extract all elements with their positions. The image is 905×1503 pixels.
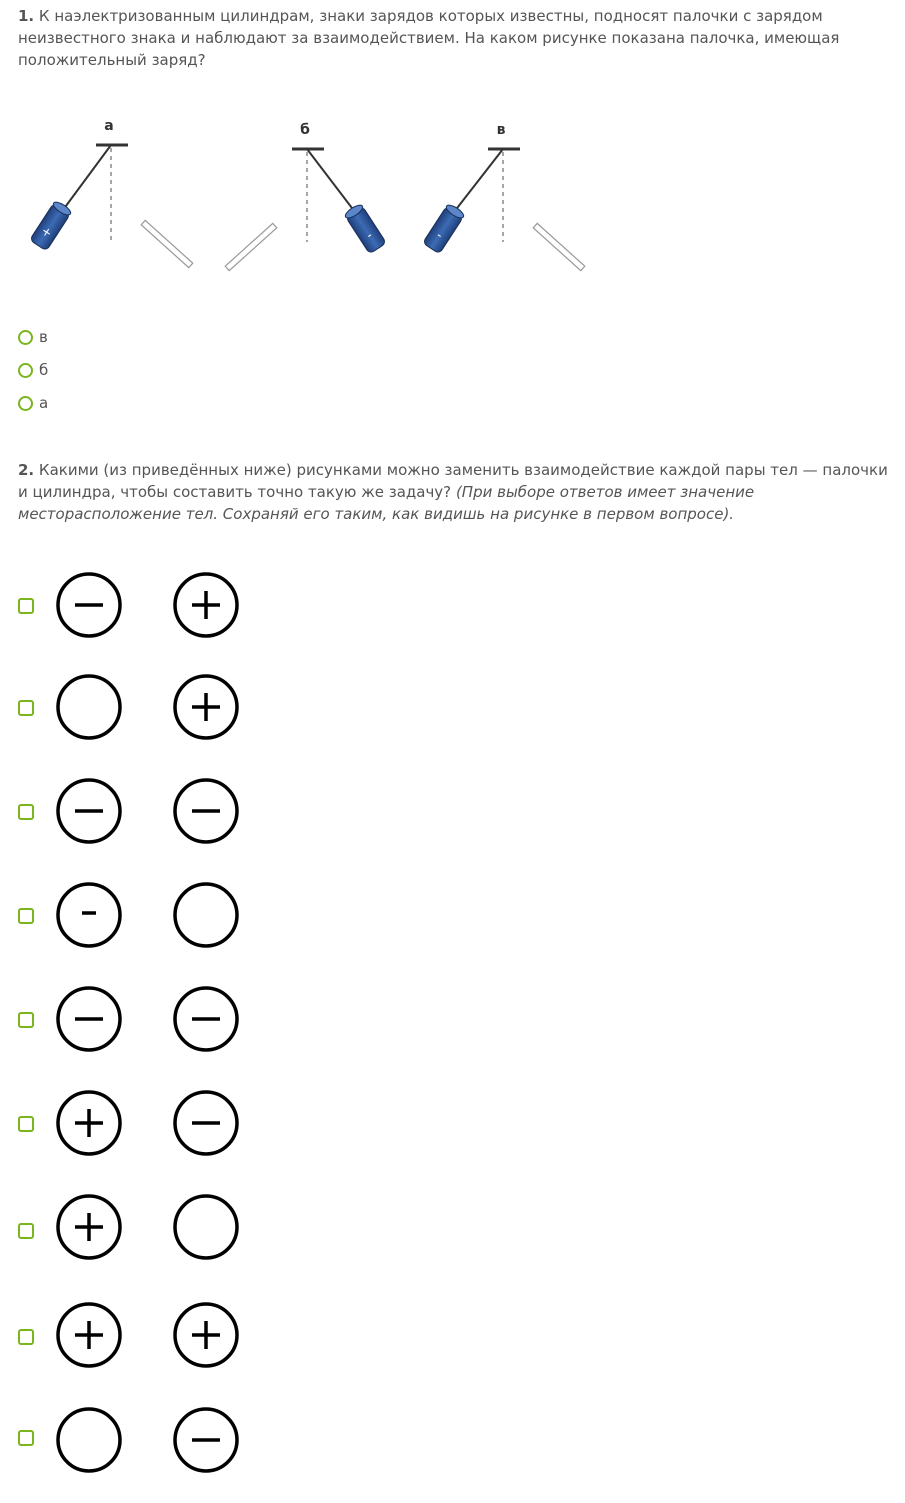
q1-option-b[interactable]: [18, 361, 48, 379]
checkbox[interactable]: [18, 1223, 34, 1239]
left-charge-circle-plus: [58, 1092, 120, 1154]
cylinder-b-charge: -: [363, 227, 375, 243]
q2-option-9-pair: [55, 1405, 245, 1475]
q1-option-label: б: [39, 361, 49, 379]
figure-panel-c: [423, 122, 585, 271]
left-charge-circle-none: [58, 1409, 120, 1471]
checkbox[interactable]: [18, 1116, 34, 1132]
figure-label-a: а: [104, 118, 114, 134]
q2-option-1[interactable]: [18, 598, 34, 614]
q2-option-8-pair: [55, 1300, 245, 1370]
checkbox[interactable]: [18, 1430, 34, 1446]
right-charge-circle-minus: [175, 1092, 237, 1154]
q2-option-2[interactable]: [18, 700, 34, 716]
checkbox[interactable]: [18, 1329, 34, 1345]
q2-option-6-pair: [55, 1088, 245, 1158]
cylinder-c-charge: -: [434, 227, 446, 243]
figure-label-c: в: [496, 122, 506, 138]
checkbox[interactable]: [18, 804, 34, 820]
q2-option-7[interactable]: [18, 1223, 34, 1239]
question-1-number: 1.: [18, 7, 35, 25]
question-1-body: К наэлектризованным цилиндрам, знаки зарядов которых известны, подносят палочки с зарядом неизвестного знака и наблюдают за взаимодействием. На каком рисунке показана палочка, имеющая положительный заряд?: [18, 7, 840, 69]
q2-option-2-pair: [55, 672, 245, 742]
right-charge-circle-none: [175, 884, 237, 946]
left-charge-circle-minus: [58, 988, 120, 1050]
figure-label-b: б: [300, 122, 310, 138]
cylinder-c: [423, 203, 466, 254]
q2-option-7-pair: [55, 1192, 245, 1262]
question-2-note: (При выборе ответов имеет значение месторасположение тел. Сохраняй его таким, как видишь на рисунке в первом вопросе).: [18, 483, 755, 523]
right-charge-circle-minus: [175, 988, 237, 1050]
rod-c: [533, 223, 585, 270]
question-1-figure: [20, 112, 600, 287]
q2-option-6[interactable]: [18, 1116, 34, 1132]
q1-option-v[interactable]: [18, 328, 48, 346]
q2-option-3-pair: [55, 776, 245, 846]
left-charge-circle-none: [58, 676, 120, 738]
q2-option-1-pair: [55, 570, 245, 640]
checkbox[interactable]: [18, 598, 34, 614]
left-charge-circle-plus: [58, 1304, 120, 1366]
rod-a: [141, 220, 193, 267]
checkbox[interactable]: [18, 700, 34, 716]
figure-panel-a: [30, 118, 193, 268]
radio-button[interactable]: [18, 330, 33, 345]
cylinder-a: [30, 200, 73, 251]
q2-option-4[interactable]: [18, 908, 34, 924]
q2-option-3[interactable]: [18, 804, 34, 820]
right-charge-circle-minus: [175, 780, 237, 842]
q1-option-label: а: [39, 394, 49, 412]
left-charge-circle-minus: [58, 574, 120, 636]
right-charge-circle-minus: [175, 1409, 237, 1471]
checkbox[interactable]: [18, 1012, 34, 1028]
left-charge-circle-minus-small: [58, 884, 120, 946]
question-2-text: [18, 459, 893, 525]
rod-b: [225, 223, 277, 270]
right-charge-circle-plus: [175, 676, 237, 738]
cylinder-a-charge: +: [38, 223, 55, 241]
checkbox[interactable]: [18, 908, 34, 924]
q2-option-5[interactable]: [18, 1012, 34, 1028]
left-charge-circle-plus: [58, 1196, 120, 1258]
q2-option-4-pair: [55, 880, 245, 950]
q2-option-9[interactable]: [18, 1430, 34, 1446]
right-charge-circle-plus: [175, 574, 237, 636]
left-charge-circle-minus: [58, 780, 120, 842]
question-2-body: Какими (из приведённых ниже) рисунками можно заменить взаимодействие каждой пары тел — палочки и цилиндра, чтобы составить точно такую же задачу?: [18, 461, 888, 501]
radio-button[interactable]: [18, 363, 33, 378]
question-2-number: 2.: [18, 461, 35, 479]
figure-panel-b: [225, 122, 386, 271]
radio-button[interactable]: [18, 396, 33, 411]
q2-option-8[interactable]: [18, 1329, 34, 1345]
right-charge-circle-none: [175, 1196, 237, 1258]
right-charge-circle-plus: [175, 1304, 237, 1366]
q1-option-label: в: [39, 328, 48, 346]
q1-option-a[interactable]: [18, 394, 48, 412]
cylinder-b: [343, 203, 386, 254]
q2-option-5-pair: [55, 984, 245, 1054]
question-1-text: [18, 5, 893, 71]
